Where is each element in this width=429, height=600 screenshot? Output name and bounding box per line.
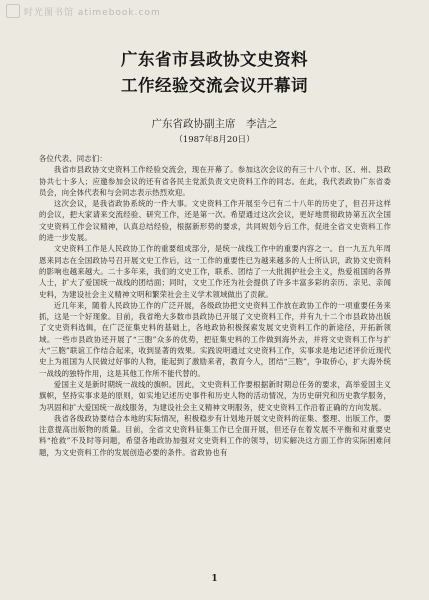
paragraph: 文史资料工作是人民政协工作的重要组成部分，是统一战线工作中的重要内容之一。自一九五九年周恩来同志在全国政协号召开展文史工作后，这一工作的重要性已为越来越多的人士所认识，政协文史资料的影响也越来越大。二十多年来，我们的文史工作，联系、团结了一大批拥护社会主义，热爱祖国的各界人士，扩大了爱国统一战线的团结面；同时，文史工作还为社会提供了许多丰富多彩的亲历、亲见、亲闻史料，为建设社会主义精神文明和繁荣社会主义学术领域做出了贡献。 [39, 244, 391, 299]
paragraph: 近几年来，随着人民政协工作的广泛开展，各级政协把文史资料工作放在政协工作的一项重要任务来抓，这是一个好现象。目前，我省绝大多数市县政协已开展了文史资料工作，并有九十二个市县政协出版了文史资料选辑，在广泛征集史料的基础上，各地政协积极探索发展文史资料工作的新途径，开拓新领域。一些市县政协还开展了“三胞”众多的优势，把征集史料的工作做到海外去，并将文史资料工作与扩大“三胞”联谊工作结合起来，收到显著的效果。实践说明通过文史资料工作，实事求是地记述评价近现代史上为祖国为人民做过好事的人物，能起到了激励来者，教育今人，团结“三胞”，争取侨心，扩大海外统一战线的独特作用，这是其他工作所不能代替的。 [39, 300, 391, 378]
paragraph: 这次会议，是我省政协系统的一件大事。文史资料工作开展至今已有二十八年的历史了，但召开这样的会议，把大家请来交流经验、研究工作，还是第一次。希望通过这次会议，更好地贯彻政协第五次全国文史资料工作会议精神，认真总结经验，根据新形势的要求，共同规划今后工作，促进全省文史资料工作的进一步发展。 [39, 199, 391, 243]
logo-icon [6, 4, 20, 18]
paragraph: 我省各级政协要结合本地的实际情况，积极稳步有计划地开展文史资料的征集、整理、出版工作，要注意提高出版物的质量。目前，全省文史资料征集工作已全面开展，但还存在着发展不平衡和对重要史料“抢救”不及时等问题，希望各地政协加强对文史资料工作的领导，切实解决这方面工作的实际困难问题，为文史资料工作的发展创造必要的条件。省政协也有 [39, 413, 391, 457]
salutation: 各位代表、同志们： [39, 154, 107, 163]
page-number: 1 [211, 574, 218, 584]
watermark-text: 时光图书馆 atimebook.com [24, 7, 161, 18]
body-text [39, 153, 391, 458]
paragraph: 爱国主义是新时期统一战线的旗帜。因此，文史资料工作要根据新时期总任务的要求，高举爱国主义旗帜，坚持实事求是的原则，如实地记述历史事件和历史人物的活动情况，为历史研究和历史教学服务，为巩固和扩大爱国统一战线服务，为建设社会主义精神文明服务，使文史资料工作沿着正确的方向发展。 [39, 379, 391, 412]
title-line-1: 广东省市县政协文史资料 [121, 50, 308, 69]
title-line-2: 工作经验交流会议开幕词 [121, 76, 308, 95]
author-line: 广东省政协副主席 李洁之 [151, 118, 278, 130]
watermark [6, 4, 161, 18]
date-line: （1987年8月20日） [174, 135, 255, 145]
paragraph: 我省市县政协文史资料工作经验交流会，现在开幕了。参加这次会议的有三十八个市、区、州、县政协共七十多人；应邀参加会议的还有省各民主党派负责文史资料工作的同志。在此，我代表政协广东省委员会，向全体代表和与会同志表示热烈欢迎。 [39, 165, 391, 197]
